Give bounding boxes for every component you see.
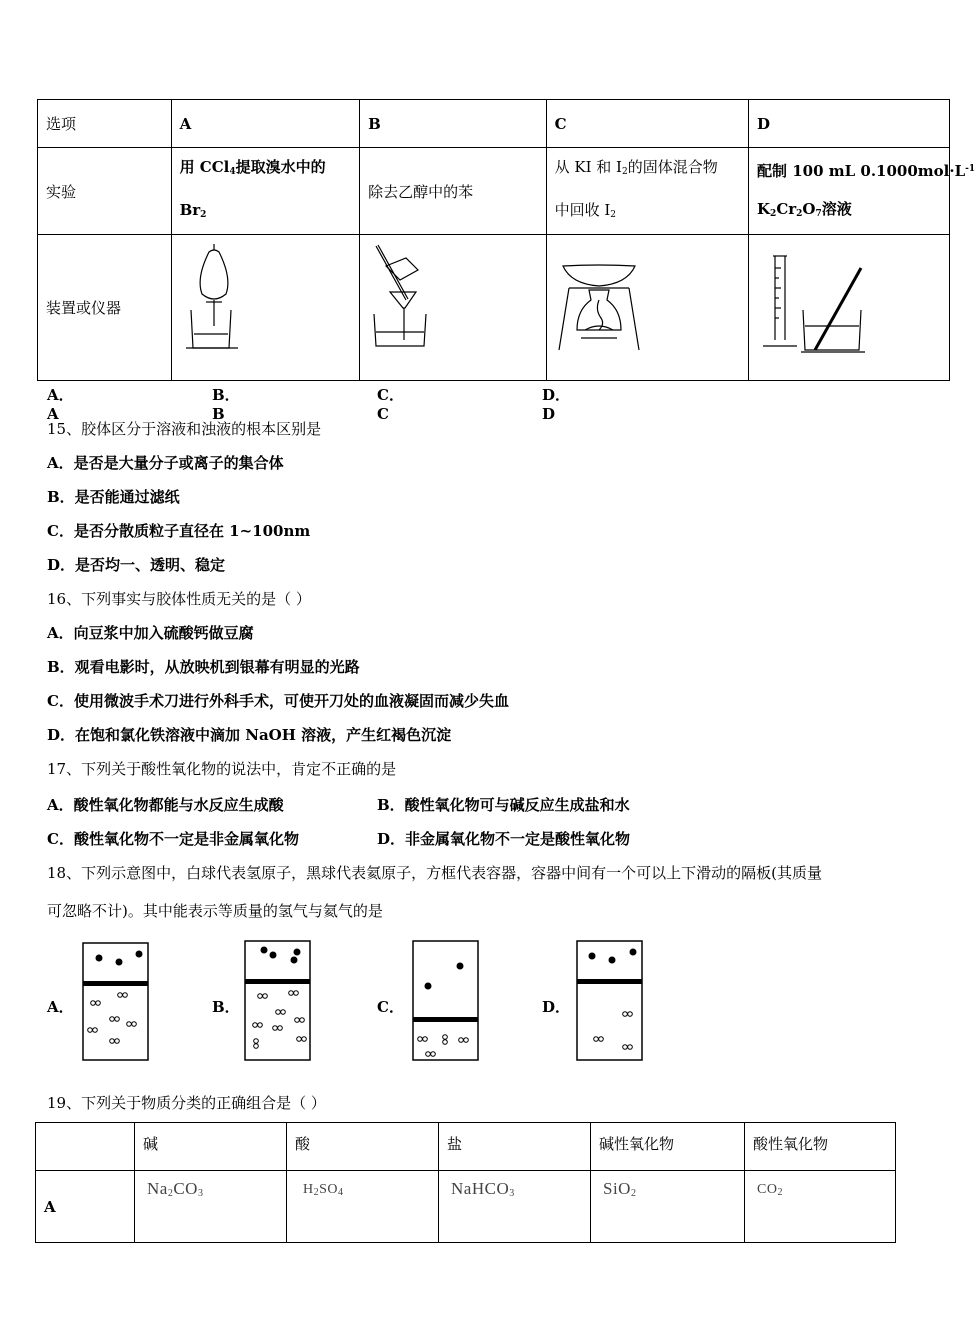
apparatus-b <box>360 235 547 381</box>
q15-option-b[interactable]: B．是否能通过滤纸 <box>47 488 180 506</box>
header-d: D <box>749 100 950 148</box>
filtration-icon <box>368 238 518 378</box>
sublimation-icon <box>555 238 715 378</box>
q18-stem-line1: 18、下列示意图中，白球代表氢原子，黑球代表氦原子，方框代表容器，容器中间有一个可以上下滑动的隔板(其质量 <box>47 864 822 882</box>
q18-label-c[interactable]: C． <box>377 998 404 1016</box>
experiment-a: 用 CCl$_4$提取溴水中的 $Br_2$ <box>171 148 359 235</box>
q19-row-a-acid: $H_2SO_4$ <box>287 1171 439 1243</box>
q14-option-d[interactable]: D．D <box>542 386 571 423</box>
apparatus-c <box>546 235 748 381</box>
q19-header-basic-oxide: 碱性氧化物 <box>591 1123 745 1171</box>
q16-option-b[interactable]: B．观看电影时，从放映机到银幕有明显的光路 <box>47 658 360 676</box>
experiment-table <box>37 99 975 381</box>
apparatus-label: 装置或仪器 <box>38 235 172 381</box>
volumetric-glassware-icon <box>757 238 941 378</box>
separatory-funnel-icon <box>180 238 330 378</box>
q18-label-d[interactable]: D． <box>542 998 571 1016</box>
q17-option-a[interactable]: A．酸性氧化物都能与水反应生成酸 <box>47 796 284 814</box>
q18-container-a <box>82 942 150 1062</box>
q18-label-a[interactable]: A． <box>47 998 74 1016</box>
q19-row-a-basic-oxide: SiO$_2$ <box>591 1171 745 1243</box>
q14-option-a[interactable]: A．A <box>47 386 74 423</box>
experiment-label: 实验 <box>38 148 172 235</box>
q19-row-a-base: $Na_2CO_3$ <box>135 1171 287 1243</box>
header-c: C <box>546 100 748 148</box>
q15-option-d[interactable]: D．是否均一、透明、稳定 <box>47 556 226 574</box>
q19-row-a-acidic-oxide: $CO_2$ <box>745 1171 896 1243</box>
experiment-b: 除去乙醇中的苯 <box>360 148 547 235</box>
header-b: B <box>360 100 547 148</box>
q19-row-a-label: A <box>36 1171 135 1243</box>
q18-container-c <box>412 940 480 1062</box>
experiment-d: 配制 100 mL $0.1000mol\cdot L^{-1}$ $K_2Cr_2O_7$溶液 <box>749 148 950 235</box>
q18-label-b[interactable]: B． <box>212 998 240 1016</box>
q17-option-d[interactable]: D．非金属氧化物不一定是酸性氧化物 <box>377 830 631 848</box>
q17-stem: 17、下列关于酸性氧化物的说法中，肯定不正确的是 <box>47 760 397 778</box>
q15-stem: 15、胶体区分于溶液和浊液的根本区别是 <box>47 420 322 438</box>
q15-option-c[interactable]: C．是否分散质粒子直径在 1~100nm <box>47 522 311 540</box>
apparatus-a <box>171 235 359 381</box>
header-a: A <box>171 100 359 148</box>
q19-stem: 19、下列关于物质分类的正确组合是（ ） <box>47 1094 326 1112</box>
q14-option-b[interactable]: B．B <box>212 386 240 423</box>
q18-container-d <box>576 940 644 1062</box>
q16-option-a[interactable]: A．向豆浆中加入硫酸钙做豆腐 <box>47 624 254 642</box>
q14-option-c[interactable]: C．C <box>377 386 404 423</box>
q15-option-a[interactable]: A．是否是大量分子或离子的集合体 <box>47 454 284 472</box>
q17-option-c[interactable]: C．酸性氧化物不一定是非金属氧化物 <box>47 830 299 848</box>
q19-header-blank <box>36 1123 135 1171</box>
q16-option-c[interactable]: C．使用微波手术刀进行外科手术，可使开刀处的血液凝固而减少失血 <box>47 692 509 710</box>
q18-container-b <box>244 940 312 1062</box>
experiment-c: 从 KI 和 $I_2$的固体混合物 中回收 $I_2$ <box>546 148 748 235</box>
q17-option-b[interactable]: B．酸性氧化物可与碱反应生成盐和水 <box>377 796 630 814</box>
q18-stem-line2: 可忽略不计)。其中能表示等质量的氢气与氦气的是 <box>47 902 383 920</box>
q16-option-d[interactable]: D．在饱和氯化铁溶液中滴加 NaOH 溶液，产生红褐色沉淀 <box>47 726 452 744</box>
q19-header-acidic-oxide: 酸性氧化物 <box>745 1123 896 1171</box>
q16-stem: 16、下列事实与胶体性质无关的是（ ） <box>47 590 311 608</box>
classification-table <box>35 1122 896 1243</box>
q19-header-base: 碱 <box>135 1123 287 1171</box>
apparatus-d <box>749 235 950 381</box>
q19-header-acid: 酸 <box>287 1123 439 1171</box>
q19-row-a-salt: NaHCO$_3$ <box>439 1171 591 1243</box>
q19-header-salt: 盐 <box>439 1123 591 1171</box>
header-option: 选项 <box>38 100 172 148</box>
